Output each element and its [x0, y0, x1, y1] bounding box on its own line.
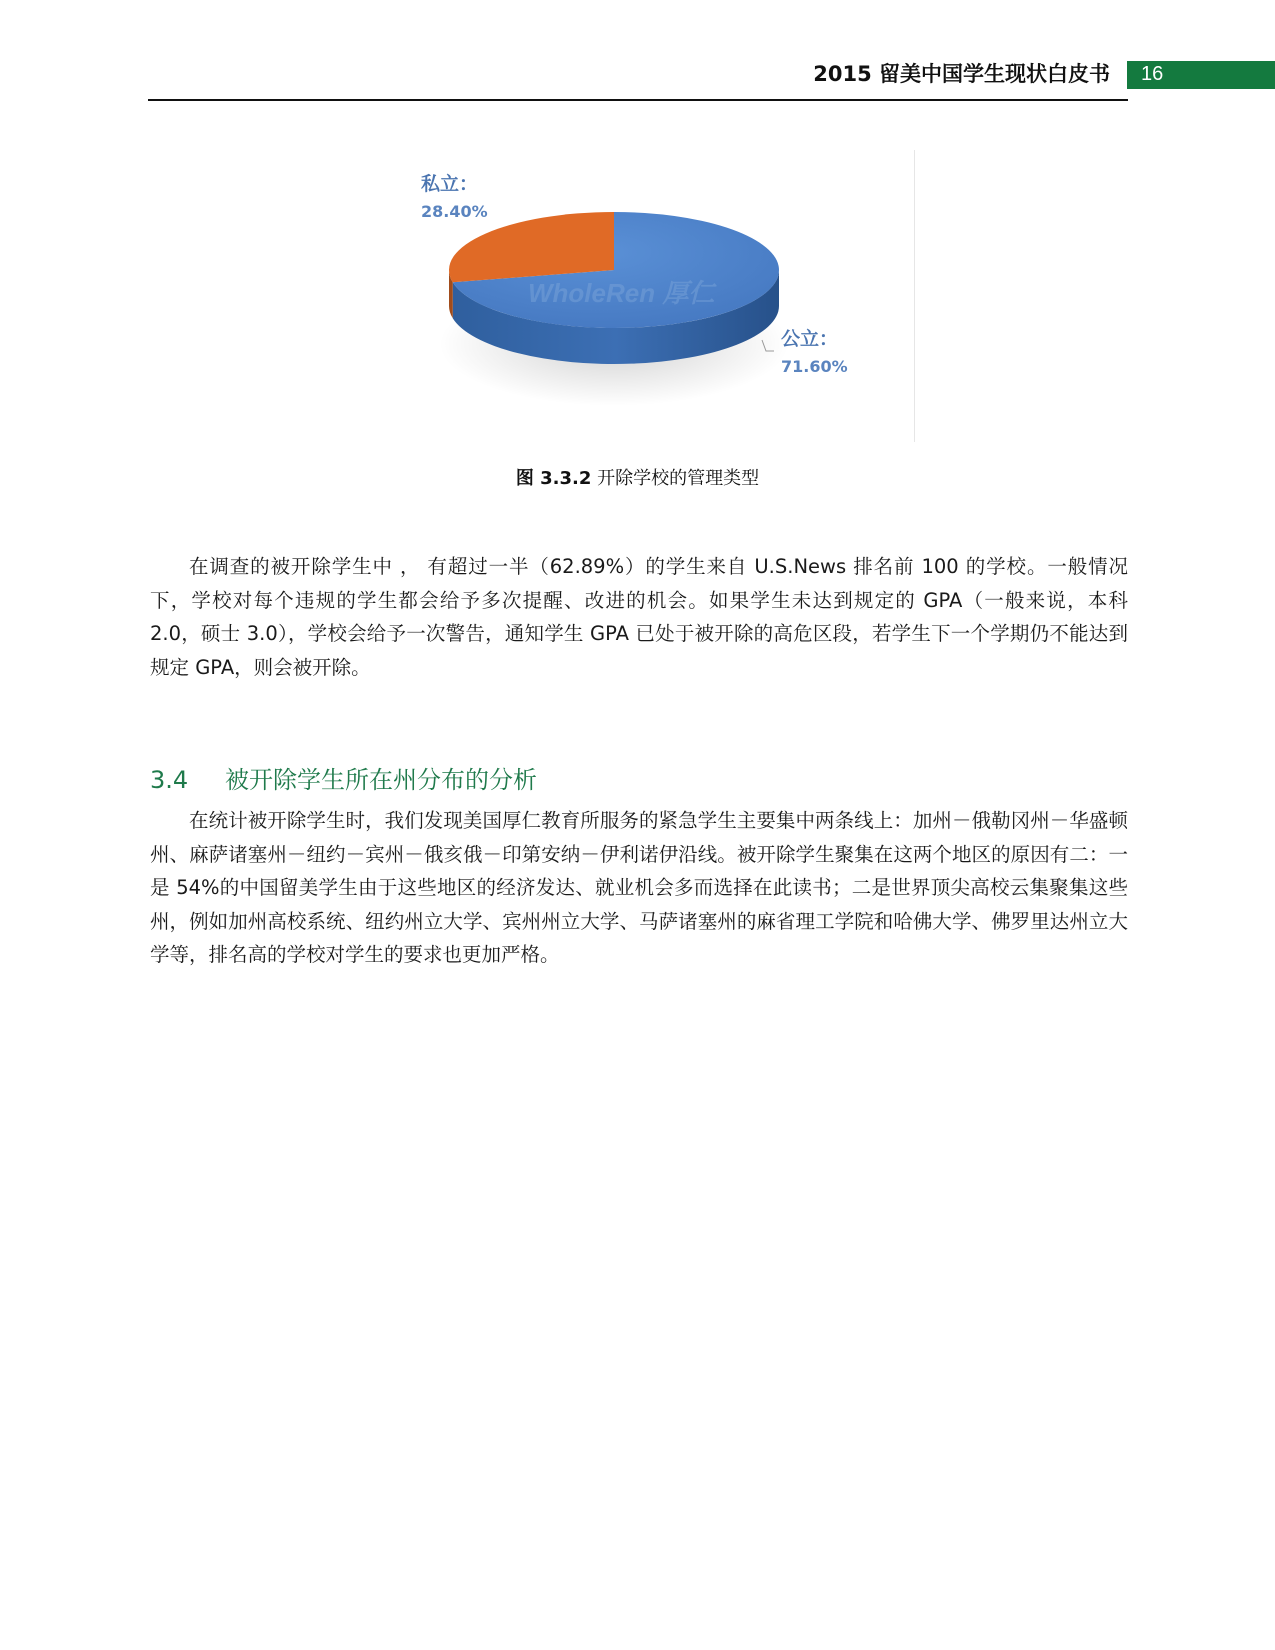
watermark-text: WholeRen 厚仁: [528, 278, 715, 308]
label-private-name: 私立：: [421, 173, 479, 195]
pie-chart: [418, 148, 916, 444]
header-title: 2015 留美中国学生现状白皮书: [813, 62, 1110, 86]
figure-title: 开除学校的管理类型: [597, 468, 760, 489]
page-number-box: [1127, 61, 1275, 89]
figure-caption: [0, 464, 1275, 490]
label-public-value: 71.60%: [781, 357, 848, 376]
body-paragraph-1: 在调查的被开除学生中 ， 有超过一半（62.89%）的学生来自 U.S.News 排名前 100 的学校。一般情况下，学校对每个违规的学生都会给予多次提醒、改进的机会。如果学生未达到规定的 GPA（一般来说，本科 2.0，硕士 3.0），学校会给予一次警告，通知学生 GPA 已处于被开除的高危区段，若学生下一个学期仍不能达到规定 GPA，则会被开除。: [150, 555, 1128, 679]
label-private-value: 28.40%: [421, 202, 488, 221]
chart-border: [914, 150, 915, 442]
section-title: 被开除学生所在州分布的分析: [225, 766, 537, 794]
pie-chart-svg: [418, 148, 916, 444]
body-paragraph-2: 在统计被开除学生时，我们发现美国厚仁教育所服务的紧急学生主要集中两条线上：加州－俄勒冈州－华盛顿州、麻萨诸塞州－纽约－宾州－俄亥俄－印第安纳－伊利诺伊沿线。被开除学生聚集在这两个地区的原因有二：一是 54%的中国留美学生由于这些地区的经济发达、就业机会多而选择在此读书；二是世界顶尖高校云集聚集这些州，例如加州高校系统、纽约州立大学、宾州州立大学、马萨诸塞州的麻省理工学院和哈佛大学、佛罗里达州立大学等，排名高的学校对学生的要求也更加严格。: [150, 809, 1128, 966]
section-number: 3.4: [150, 766, 189, 794]
pie-slice-private: [449, 212, 614, 282]
section-heading: [150, 760, 537, 795]
header-rule: [148, 99, 1128, 101]
figure-number: 图 3.3.2: [515, 468, 592, 489]
label-public-name: 公立：: [781, 328, 839, 350]
page-number: 16: [1141, 63, 1164, 85]
